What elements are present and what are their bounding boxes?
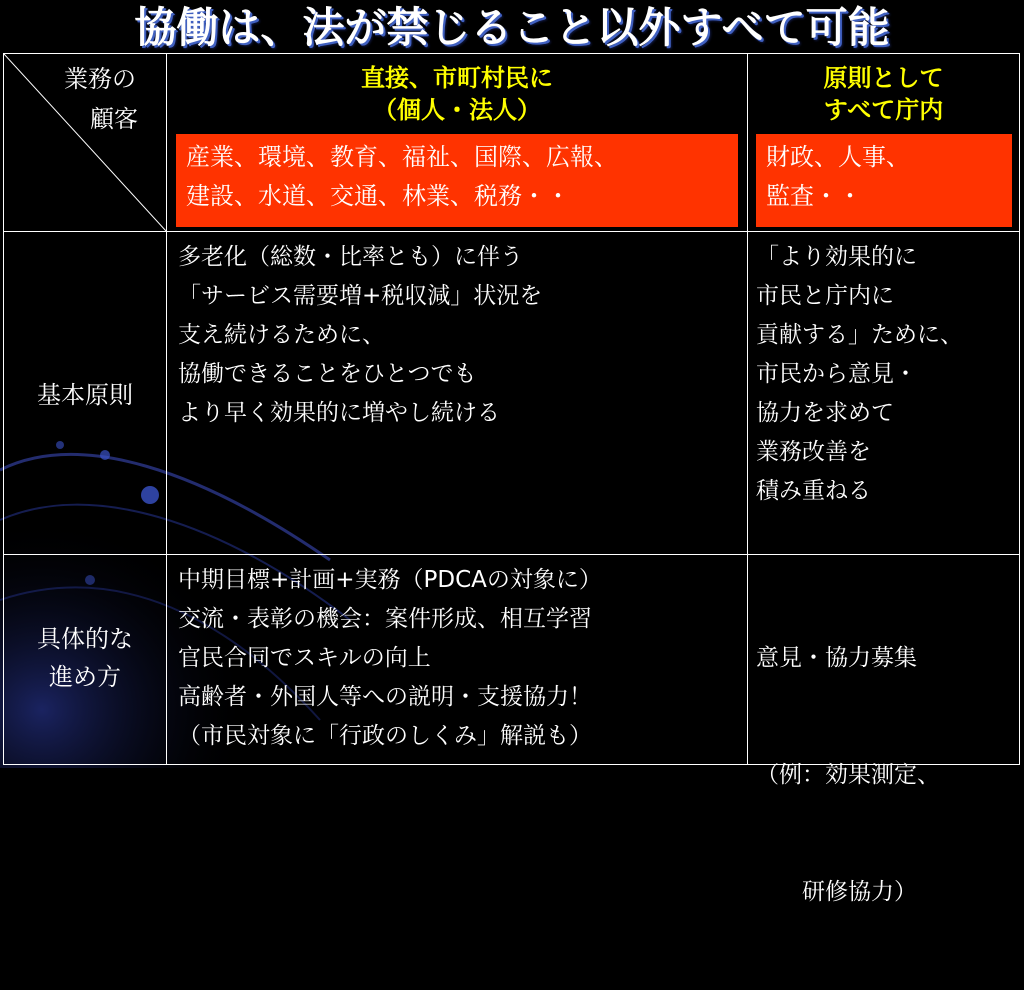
category-box-internal-line2: 監査・・ [766, 182, 862, 210]
row-label-approach-line2: 進め方 [49, 663, 121, 691]
text-line: 市民と庁内に [756, 283, 894, 309]
category-box-public [176, 134, 738, 227]
text-line: 協力を求めて [756, 400, 894, 426]
text-line: 高齢者・外国人等への説明・支援協力！ [178, 684, 592, 710]
text-line: 業務改善を [756, 439, 871, 465]
text-line: 貢献する」ために、 [756, 322, 963, 348]
text-line: 「サービス需要増+税収減」状況を [178, 283, 543, 309]
text-line: 研修協力） [756, 879, 917, 905]
text-line: 市民から意見・ [756, 361, 917, 387]
column-header-citizens-line2: （個人・法人） [373, 96, 541, 124]
category-box-public-line1: 産業、環境、教育、福祉、国際、広報、 [186, 143, 618, 171]
corner-label-business: 業務の [64, 65, 136, 93]
text-line: 多老化（総数・比率とも）に伴う [178, 244, 523, 270]
text-line: 中期目標+計画+実務（PDCAの対象に） [178, 567, 602, 593]
text-line: 支え続けるために、 [178, 322, 385, 348]
row-label-approach-line1: 具体的な [37, 625, 133, 653]
column-header-internal [748, 62, 1019, 126]
text-line: 協働できることをひとつでも [178, 361, 477, 387]
column-header-internal-line2: すべて庁内 [823, 96, 944, 124]
category-box-internal [756, 134, 1012, 227]
row-divider [4, 554, 1019, 555]
principles-table [3, 53, 1020, 905]
basic-principle-citizens [178, 238, 542, 433]
text-line: より早く効果的に増やし続ける [178, 400, 500, 426]
text-line: （例：効果測定、 [756, 762, 940, 788]
approach-internal [756, 561, 940, 990]
row-label-basic-principle: 基本原則 [37, 381, 133, 409]
row-label-approach [4, 620, 166, 696]
category-box-internal-line1: 財政、人事、 [766, 143, 910, 171]
text-line: 「より効果的に [756, 244, 917, 270]
basic-principle-internal [756, 238, 963, 511]
corner-label-customer: 顧客 [90, 105, 138, 133]
category-box-public-line2: 建設、水道、交通、林業、税務・・ [186, 182, 570, 210]
column-header-citizens-line1: 直接、市町村民に [361, 64, 553, 92]
column-divider [166, 54, 167, 764]
column-header-internal-line1: 原則として [823, 64, 944, 92]
text-line: （市民対象に「行政のしくみ」解説も） [178, 723, 592, 749]
text-line: 積み重ねる [756, 478, 871, 504]
page-title: 協働は、法が禁じること以外すべて可能 [134, 3, 890, 52]
text-line: 官民合同でスキルの向上 [178, 645, 431, 671]
column-divider [747, 54, 748, 764]
row-divider [4, 231, 1019, 232]
approach-citizens [178, 561, 602, 756]
text-line: 意見・協力募集 [756, 645, 917, 671]
text-line: 交流・表彰の機会：案件形成、相互学習 [178, 606, 592, 632]
column-header-citizens [167, 62, 747, 126]
